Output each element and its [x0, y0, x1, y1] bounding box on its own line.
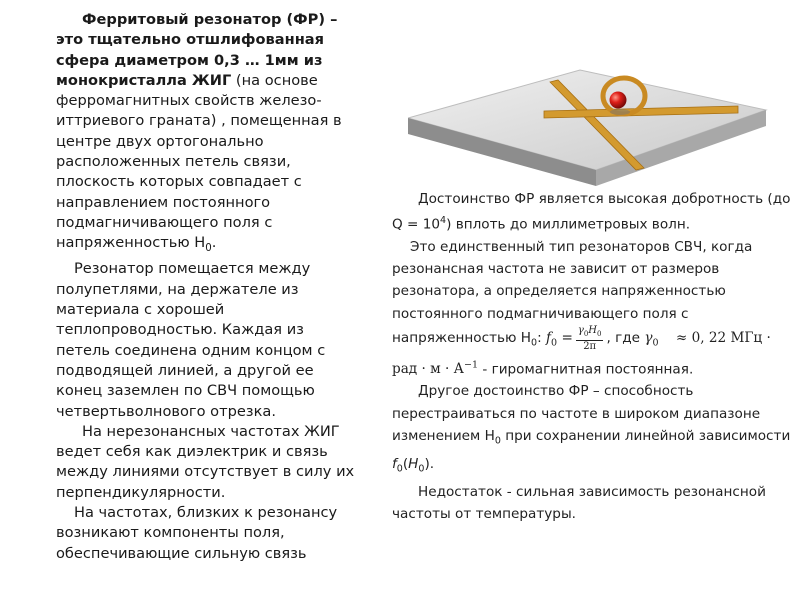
- h-subscript: 0: [418, 463, 425, 475]
- right-text-column: [392, 188, 792, 525]
- resonance-formula: [546, 324, 606, 352]
- f-symbol: f: [546, 329, 552, 346]
- h-symbol: H: [408, 455, 419, 472]
- left-paragraph-2: [56, 259, 356, 421]
- fr-definition-text: (на основе ферромагнитных свойств железо-иттриевого граната) , помещенная в центре двух ортогонально расположенных петель связи, плоскость которых совпадает с направлением постоянного подмагничивающего поля с напряженностью Н: [56, 71, 342, 252]
- h-subscript: 0: [597, 329, 602, 338]
- gamma-subscript: 0: [652, 337, 659, 349]
- f-symbol: f: [392, 455, 397, 472]
- h0-subscript: 0: [494, 435, 501, 447]
- paren-open: (: [402, 455, 409, 472]
- gamma-symbol: γ: [577, 324, 584, 336]
- nonresonant-text: На нерезонансных частотах ЖИГ ведет себя как диэлектрик и связь между линиями отсутствует в силу их перпендикулярности.: [56, 422, 355, 501]
- advantage-quality-text: Достоинство ФР является высокая добротность (до Q = 10: [392, 191, 791, 233]
- tunability-text-2: при сохранении линейной зависимости: [500, 427, 791, 444]
- approx-sign: ≈: [675, 329, 688, 346]
- h0-subscript: 0: [531, 337, 538, 349]
- fr-definition-bold: Ферритовый резонатор (ФР) – это тщательно отшлифованная сфера диаметром 0,3 … 1мм из монокристалла ЖИГ: [56, 11, 338, 89]
- unique-type-text: Это единственный тип резонаторов СВЧ, когда резонансная частота не зависит от размеров резонатора, а определяется напряженностью постоянного подмагничивающего поля с напряженностью Н: [392, 238, 753, 346]
- left-paragraph-4: [56, 503, 356, 564]
- advantage-quality-tail: ) вплоть до миллиметровых волн.: [446, 216, 691, 233]
- resonance-text: На частотах, близких к резонансу возникают компоненты поля, обеспечивающие сильную связь: [56, 504, 338, 562]
- gyromagnetic-label: - гиромагнитная постоянная.: [478, 361, 694, 378]
- ferrite-resonator-illustration: [408, 10, 788, 190]
- right-paragraph-2: [392, 236, 792, 380]
- gamma-symbol: γ: [644, 329, 653, 346]
- formula-fraction: [576, 325, 604, 352]
- gyromagnetic-value: 0, 22 МГц · рад · м · А: [392, 329, 771, 378]
- equals-sign: =: [561, 329, 573, 346]
- disadvantage-text: Недостаток - сильная зависимость резонансной частоты от температуры.: [392, 483, 766, 522]
- fraction-denominator: 2π: [583, 340, 597, 352]
- f-subscript: 0: [396, 463, 403, 475]
- left-text-column: [56, 10, 356, 564]
- value-exponent: −1: [463, 359, 479, 371]
- h-symbol: H: [588, 324, 598, 336]
- right-paragraph-1: [392, 188, 792, 236]
- left-paragraph-1: [56, 10, 356, 259]
- q-exponent: 4: [440, 215, 447, 227]
- f-subscript: 0: [551, 337, 558, 349]
- period: .: [211, 234, 217, 252]
- loop-shadow: [610, 109, 630, 115]
- colon: :: [537, 329, 542, 346]
- right-paragraph-4: [392, 481, 792, 525]
- fraction-numerator: [576, 325, 604, 341]
- paren-close: ).: [424, 455, 435, 472]
- resonator-placement-text: Резонатор помещается между полупетлями, на держателе из материала с хорошей теплопроводностью. Каждая из петель соединена одним концом с подводящей линией, а другой ее конец заземлен по СВЧ помощью четвертьволнового отрезка.: [56, 260, 326, 420]
- where-text: , где: [606, 329, 641, 346]
- tunability-text: Другое достоинство ФР – способность перестраиваться по частоте в широком диапазоне изменением Н: [392, 383, 761, 444]
- right-paragraph-3: [392, 380, 792, 480]
- yig-sphere: [610, 92, 627, 109]
- gamma-subscript: 0: [583, 329, 589, 338]
- left-paragraph-3: [56, 422, 356, 503]
- h0-subscript: 0: [205, 243, 212, 255]
